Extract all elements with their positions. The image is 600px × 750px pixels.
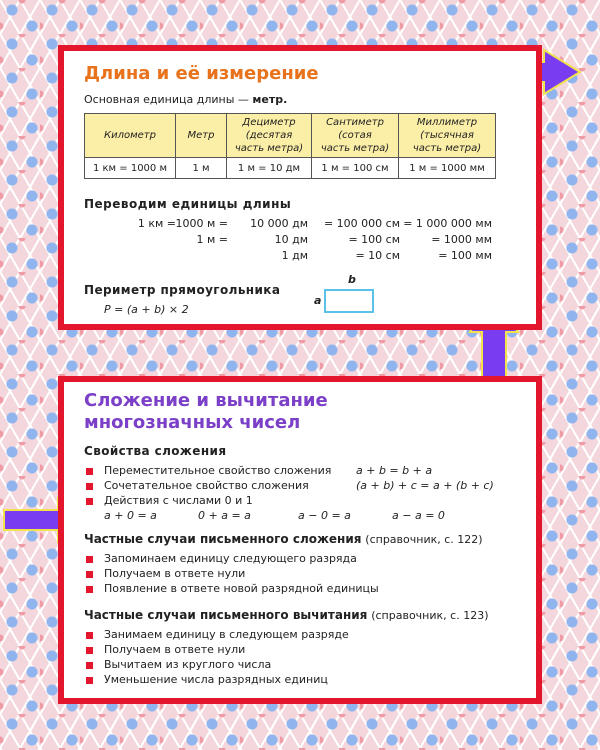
props-formula-2: (a + b) + c = a + (b + c)	[356, 479, 494, 492]
add-item-1: Запоминаем единицу следующего разряда	[104, 552, 357, 565]
conv-r1-c5: = 1 000 000 мм	[403, 217, 492, 230]
sub-item-3: Вычитаем из круглого числа	[104, 658, 272, 671]
conv-r2-c4: = 100 см	[348, 233, 400, 246]
sub-item-1: Занимаем единицу в следующем разряде	[104, 628, 349, 641]
add-item-2: Получаем в ответе нули	[104, 567, 246, 580]
props-bullet-3	[86, 498, 93, 505]
zero-op-2: 0 + a = a	[198, 509, 251, 522]
side-a-label: a	[314, 294, 322, 307]
rectangle-shape	[324, 289, 374, 313]
length-title: Длина и её измерение	[84, 63, 319, 84]
conv-r2-c5: = 1000 мм	[431, 233, 492, 246]
conv-r1-c1: 1 км =	[137, 217, 176, 230]
props-bullet-1	[86, 468, 93, 475]
header-km: Километр	[85, 114, 176, 158]
props-item-3: Действия с числами 0 и 1	[104, 494, 253, 507]
addition-title-line1: Сложение и вычитание	[84, 390, 328, 411]
add-item-3: Появление в ответе новой разрядной единицы	[104, 582, 379, 595]
add-title: Частные случаи письменного сложения	[84, 532, 362, 546]
add-section-title	[84, 532, 483, 546]
sub-title: Частные случаи письменного вычитания	[84, 608, 368, 622]
convert-title: Переводим единицы длины	[84, 197, 292, 211]
sub-bullet-3	[86, 662, 93, 669]
cell-dm: 1 м = 10 дм	[227, 158, 312, 179]
sub-item-2: Получаем в ответе нули	[104, 643, 246, 656]
props-title: Свойства сложения	[84, 444, 227, 458]
cell-m: 1 м	[176, 158, 227, 179]
side-b-label: b	[348, 273, 356, 286]
perimeter-title: Периметр прямоугольника	[84, 283, 281, 297]
zero-op-3: a − 0 = a	[298, 509, 351, 522]
base-unit-text	[84, 93, 287, 106]
conv-r3-c5: = 100 мм	[438, 249, 492, 262]
sub-bullet-2	[86, 647, 93, 654]
zero-op-4: a − a = 0	[392, 509, 445, 522]
header-mm: Миллиметр (тысячная часть метра)	[399, 114, 496, 158]
sub-item-4: Уменьшение числа разрядных единиц	[104, 673, 328, 686]
add-ref: (справочник, с. 122)	[365, 533, 483, 546]
add-bullet-2	[86, 571, 93, 578]
props-item-1: Переместительное свойство сложения	[104, 464, 332, 477]
conv-r2-c3: 10 дм	[274, 233, 308, 246]
header-dm: Дециметр (десятая часть метра)	[227, 114, 312, 158]
zero-op-1: a + 0 = a	[104, 509, 157, 522]
props-formula-1: a + b = b + a	[356, 464, 433, 477]
props-item-2: Сочетательное свойство сложения	[104, 479, 309, 492]
cell-km: 1 км = 1000 м	[85, 158, 176, 179]
addition-title-line2: многозначных чисел	[84, 412, 301, 433]
header-cm: Сантиметр (сотая часть метра)	[312, 114, 399, 158]
add-bullet-3	[86, 586, 93, 593]
units-table	[84, 113, 496, 179]
conv-r1-c4: = 100 000 см	[323, 217, 400, 230]
convert-table	[64, 217, 536, 267]
sub-section-title	[84, 608, 489, 622]
sub-bullet-4	[86, 677, 93, 684]
sub-bullet-1	[86, 632, 93, 639]
conv-r1-c2: 1000 м =	[175, 217, 228, 230]
conv-r2-c2: 1 м =	[196, 233, 228, 246]
base-unit-label: Основная единица длины —	[84, 93, 249, 106]
addition-card	[58, 376, 542, 704]
conv-r3-c3: 1 дм	[281, 249, 308, 262]
cell-cm: 1 м = 100 см	[312, 158, 399, 179]
length-card	[58, 45, 542, 330]
add-bullet-1	[86, 556, 93, 563]
header-m: Метр	[176, 114, 227, 158]
conv-r3-c4: = 10 см	[355, 249, 400, 262]
perimeter-formula: P = (a + b) × 2	[104, 303, 189, 316]
conv-r1-c3: 10 000 дм	[250, 217, 308, 230]
base-unit-value: метр.	[252, 93, 288, 106]
cell-mm: 1 м = 1000 мм	[399, 158, 496, 179]
props-bullet-2	[86, 483, 93, 490]
sub-ref: (справочник, с. 123)	[371, 609, 489, 622]
